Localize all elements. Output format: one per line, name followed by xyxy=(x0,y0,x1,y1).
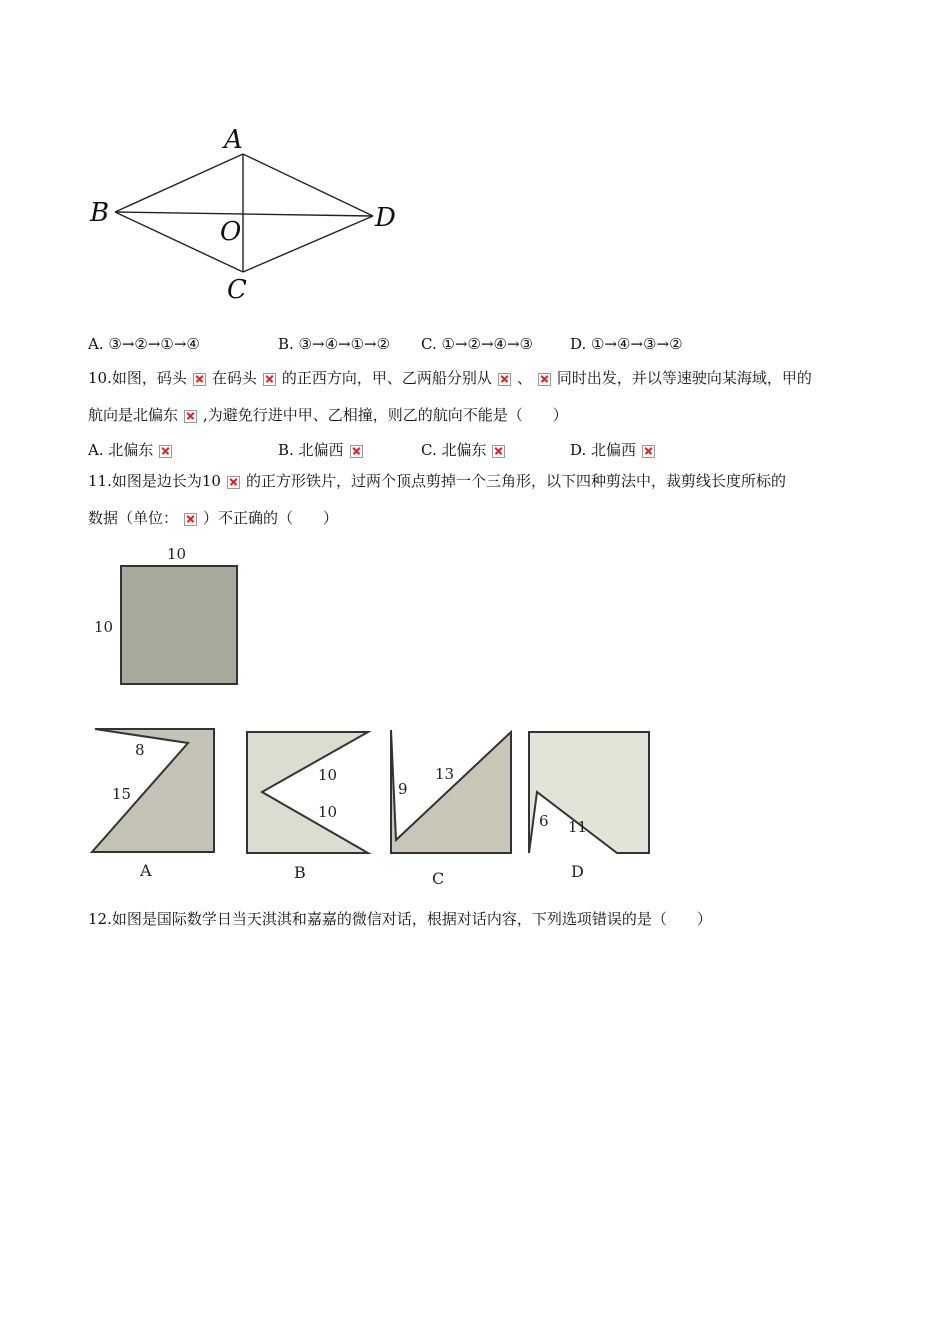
rhombus-figure xyxy=(80,120,420,310)
q10-option-d-text: D. 北偏西 xyxy=(570,441,637,459)
cut-b-length-1: 10 xyxy=(318,766,338,784)
q10-option-b xyxy=(278,439,369,460)
broken-image-icon xyxy=(642,445,655,458)
q11-line-2 xyxy=(88,507,338,528)
broken-image-icon xyxy=(538,373,551,386)
q10-option-a-text: A. 北偏东 xyxy=(88,441,154,459)
shape-c xyxy=(391,730,511,853)
broken-image-icon xyxy=(193,373,206,386)
side-ad xyxy=(243,154,373,216)
broken-image-icon xyxy=(498,373,511,386)
cut-figure-d xyxy=(522,722,662,887)
cut-a-length-2: 15 xyxy=(112,785,132,803)
q10-text: 在码头 xyxy=(211,369,257,387)
option-label-d: D xyxy=(571,862,584,881)
option-label-c: C xyxy=(432,869,445,887)
q9-option-b: B. ③→④→①→② xyxy=(278,335,391,353)
q11-text: 11.如图是边长为10 xyxy=(88,472,221,490)
vertex-label-b: B xyxy=(90,198,110,228)
shape-d xyxy=(529,732,649,853)
broken-image-icon xyxy=(227,476,240,489)
q9-option-a: A. ③→②→①→④ xyxy=(88,335,200,353)
q9-option-c: C. ①→②→④→③ xyxy=(421,335,533,353)
q11-text: ）不正确的（ ） xyxy=(203,509,339,527)
cut-c-length-1: 9 xyxy=(398,780,408,798)
broken-image-icon xyxy=(263,373,276,386)
center-label-o: O xyxy=(220,217,242,247)
cut-figure-c xyxy=(385,722,525,887)
vertex-label-a: A xyxy=(224,125,243,155)
q11-text: 数据（单位： xyxy=(88,509,179,527)
option-label-b: B xyxy=(294,863,306,882)
shape-a xyxy=(92,729,214,852)
vertex-label-d: D xyxy=(375,203,396,233)
option-label-a: A xyxy=(140,861,152,880)
q10-text: ,为避免行进中甲、乙相撞，则乙的航向不能是（ ） xyxy=(203,406,568,424)
q10-option-c xyxy=(421,439,511,460)
q10-text: 的正西方向，甲、乙两船分别从 xyxy=(281,369,492,387)
broken-image-icon xyxy=(184,410,197,423)
side-ab xyxy=(115,154,243,212)
square-sheet-figure xyxy=(85,540,255,695)
cut-c-length-2: 13 xyxy=(435,765,455,783)
cut-figure-a xyxy=(85,722,225,887)
broken-image-icon xyxy=(492,445,505,458)
square-left-length: 10 xyxy=(94,618,114,636)
cut-d-length-2: 11 xyxy=(568,818,588,836)
q9-option-d: D. ①→④→③→② xyxy=(570,335,683,353)
cut-b-length-2: 10 xyxy=(318,803,338,821)
q12-line: 12.如图是国际数学日当天淇淇和嘉嘉的微信对话，根据对话内容，下列选项错误的是（ ） xyxy=(88,910,712,928)
q10-option-b-text: B. 北偏西 xyxy=(278,441,344,459)
vertex-label-c: C xyxy=(227,275,247,305)
side-cd xyxy=(243,216,373,272)
broken-image-icon xyxy=(184,513,197,526)
diagonal-bd xyxy=(115,212,373,216)
q10-text: 、 xyxy=(516,369,532,387)
cut-d-length-1: 6 xyxy=(539,812,549,830)
q10-option-d xyxy=(570,439,661,460)
q10-option-a xyxy=(88,439,178,460)
cut-a-length-1: 8 xyxy=(135,741,145,759)
shape-b xyxy=(247,732,368,853)
cut-figure-b xyxy=(240,722,380,887)
q10-text: 10.如图，码头 xyxy=(88,369,187,387)
broken-image-icon xyxy=(350,445,363,458)
square-top-length: 10 xyxy=(167,545,187,563)
q10-text: 航向是北偏东 xyxy=(88,406,179,424)
broken-image-icon xyxy=(159,445,172,458)
q11-text: 的正方形铁片，过两个顶点剪掉一个三角形，以下四种剪法中，裁剪线长度所标的 xyxy=(245,472,786,490)
q10-option-c-text: C. 北偏东 xyxy=(421,441,487,459)
q10-text: 同时出发，并以等速驶向某海域，甲的 xyxy=(556,369,812,387)
q10-line-1 xyxy=(88,367,812,388)
q11-line-1 xyxy=(88,470,786,491)
q10-line-2 xyxy=(88,404,568,425)
square-sheet xyxy=(121,566,237,684)
